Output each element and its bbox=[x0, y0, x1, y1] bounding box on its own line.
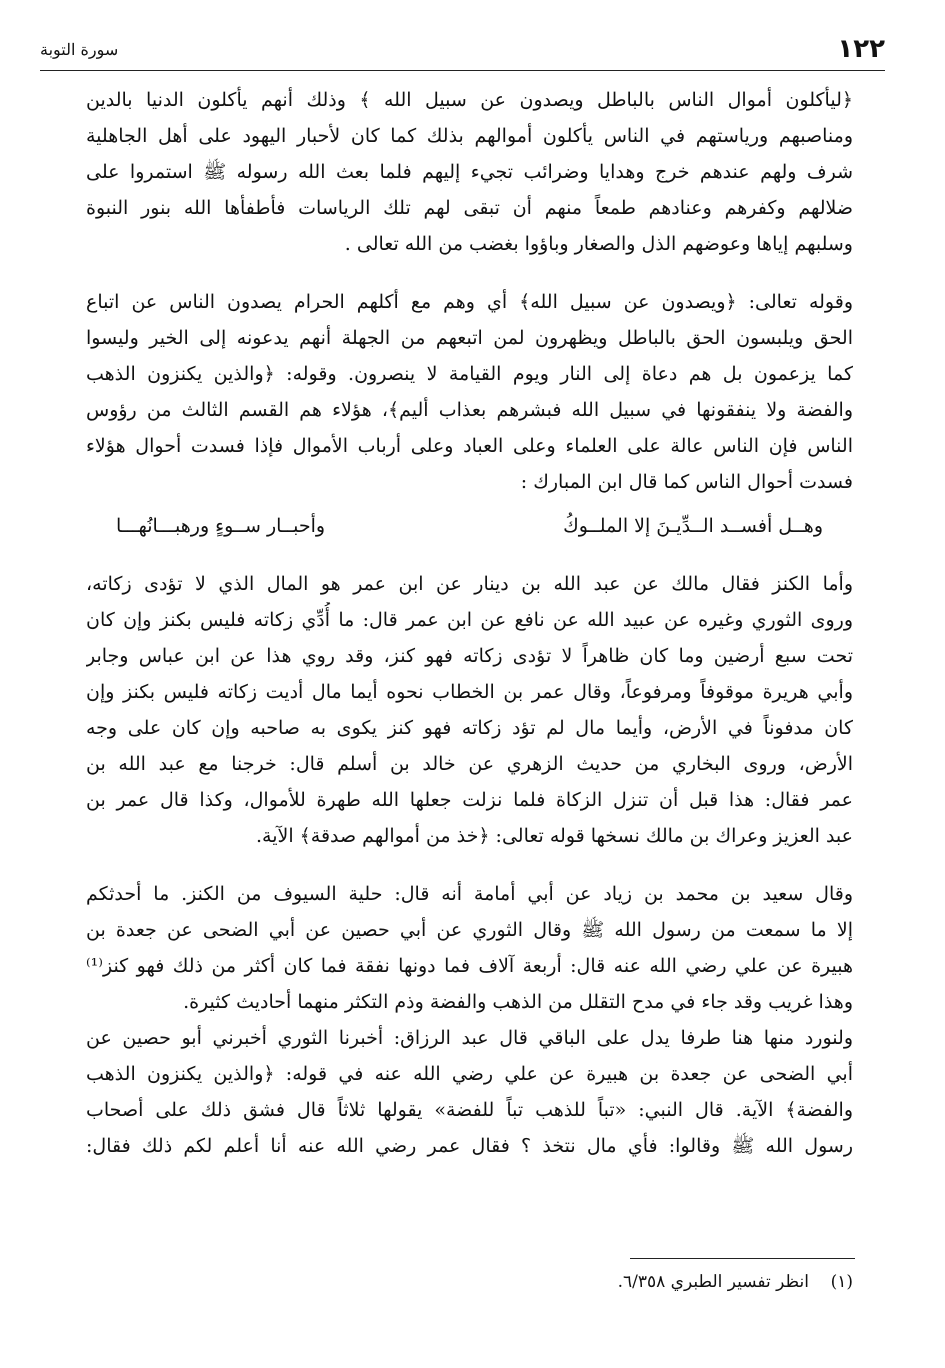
main-text bbox=[86, 82, 853, 1186]
paragraph bbox=[86, 284, 853, 500]
poem-verse bbox=[116, 506, 823, 546]
footnote bbox=[618, 1272, 853, 1292]
text-line: وأبي هريرة موقوفاً ومرفوعاً، وقال عمر بن الخطاب نحوه أيما مال أديت زكاته فليس بكنز وإن bbox=[86, 681, 853, 703]
text-line: ﴿ليأكلون أموال الناس بالباطل ويصدون عن سبيل الله ﴾ وذلك أنهم يأكلون الدنيا بالدين bbox=[86, 89, 853, 111]
text-line: هبيرة عن علي رضي الله عنه قال: أربعة آلاف فما دونها نفقة فما كان أكثر من ذلك فهو كنز⁽¹⁾ bbox=[86, 955, 853, 977]
text-line: وأما الكنز فقال مالك عن عبد الله بن دينار عن ابن عمر هو المال الذي لا تؤدى زكاته، bbox=[86, 573, 853, 595]
text-line: ولنورد منها هنا طرفا يدل على الباقي قال عبد الرزاق: أخبرنا الثوري أخبرني أبو حصين عن bbox=[86, 1027, 853, 1049]
text-line: عمر فقال: هذا قبل أن تنزل الزكاة فلما نزلت جعلها الله طهرة للأموال، وكذا قال عمر بن bbox=[86, 789, 853, 811]
text-line: أبي الضحى عن جعدة بن هبيرة عن علي رضي الله عنه في قوله: ﴿والذين يكنزون الذهب bbox=[86, 1063, 853, 1085]
text-line: وسلبهم إياها وعوضهم الذل والصغار وباؤوا بغضب من الله تعالى . bbox=[344, 233, 853, 255]
footnote-marker: (١) bbox=[830, 1272, 853, 1292]
text-line: كان مدفوناً في الأرض، وأيما مال لم تؤد زكاته فهو كنز يكوى به صاحبه وإن كان على وجه bbox=[86, 717, 853, 739]
page-number: ١٢٢ bbox=[837, 34, 885, 64]
text-line: تحت سبع أرضين وما كان ظاهراً لا تؤدى زكاته فهو كنز، وقد روي هذا عن ابن عباس وجابر bbox=[86, 645, 853, 667]
paragraph bbox=[86, 566, 853, 854]
text-line: والفضة﴾ الآية. قال النبي: «تباً للذهب تباً للفضة» يقولها ثلاثاً قال فشق ذلك على أصحاب bbox=[86, 1099, 853, 1121]
text-line: وقوله تعالى: ﴿ويصدون عن سبيل الله﴾ أي وهم مع أكلهم الحرام يصدون الناس عن اتباع bbox=[86, 291, 853, 313]
text-line: ضلالهم وكفرهم وعنادهم طمعاً منهم أن تبقى لهم تلك الرياسات فأطفأها الله بنور النبوة bbox=[86, 197, 853, 219]
poem-first-hemistich: وهــل أفســد الــدِّيـنَ إلا الملــوكُ bbox=[563, 515, 823, 537]
text-line: الحق ويلبسون الحق بالباطل ويظهرون لمن اتبعهم من الجهلة أنهم يدعونه إلى الخير وليسوا bbox=[86, 327, 853, 349]
text-line: شرف ولهم عندهم خرج وهدايا وضرائب تجيء إليهم فلما بعث الله رسوله ﷺ استمروا على bbox=[86, 161, 853, 183]
text-line: رسول الله ﷺ وقالوا: فأي مال نتخذ ؟ فقال عمر رضي الله عنه أنا أعلم لكم ذلك فقال: bbox=[86, 1135, 853, 1157]
text-line: عبد العزيز وعراك بن مالك نسخها قوله تعالى: ﴿خذ من أموالهم صدقة﴾ الآية. bbox=[255, 825, 853, 847]
text-line: والفضة ولا ينفقونها في سبيل الله فبشرهم بعذاب أليم﴾، هؤلاء هم القسم الثالث من رؤوس bbox=[86, 399, 853, 421]
text-line: الأرض، وروى البخاري من حديث الزهري عن خالد بن أسلم قال: خرجنا مع عبد الله بن bbox=[86, 753, 853, 775]
text-line: فسدت أحوال الناس كما قال ابن المبارك : bbox=[520, 471, 853, 493]
footnote-divider bbox=[630, 1258, 855, 1259]
paragraph bbox=[86, 82, 853, 262]
surah-title: سورة التوبة bbox=[40, 40, 119, 59]
page-header bbox=[40, 36, 885, 71]
text-line: وروى الثوري وغيره عن عبيد الله عن نافع عن ابن عمر قال: ما أُدِّي زكاته فليس بكنز وإن كان bbox=[86, 609, 853, 631]
text-line: الناس فإن الناس عالة على العلماء وعلى العباد وعلى أرباب الأموال فإذا فسدت أحوال هؤلاء bbox=[86, 435, 853, 457]
text-line: إلا ما سمعت من رسول الله ﷺ وقال الثوري عن أبي حصين عن أبي الضحى عن جعدة بن bbox=[86, 919, 853, 941]
poem-second-hemistich: وأحبــار ســوءٍ ورهبـــانُهـــا bbox=[116, 515, 326, 537]
text-line: ومناصبهم ورياستهم في الناس يأكلون أموالهم بذلك كما كان لأحبار اليهود على أهل الجاهلية bbox=[86, 125, 853, 147]
text-line: وقال سعيد بن محمد بن زياد عن أبي أمامة أنه قال: حلية السيوف من الكنز. ما أحدثكم bbox=[86, 883, 853, 905]
paragraph bbox=[86, 876, 853, 1164]
text-line: وهذا غريب وقد جاء في مدح التقلل من الذهب والفضة وذم التكثر منهما أحاديث كثيرة. bbox=[183, 991, 853, 1013]
footnote-text: انظر تفسير الطبري ٦/٣٥٨. bbox=[617, 1272, 809, 1292]
text-line: كما يزعمون بل هم دعاة إلى النار ويوم القيامة لا ينصرون. وقوله: ﴿والذين يكنزون الذهب bbox=[86, 363, 853, 385]
